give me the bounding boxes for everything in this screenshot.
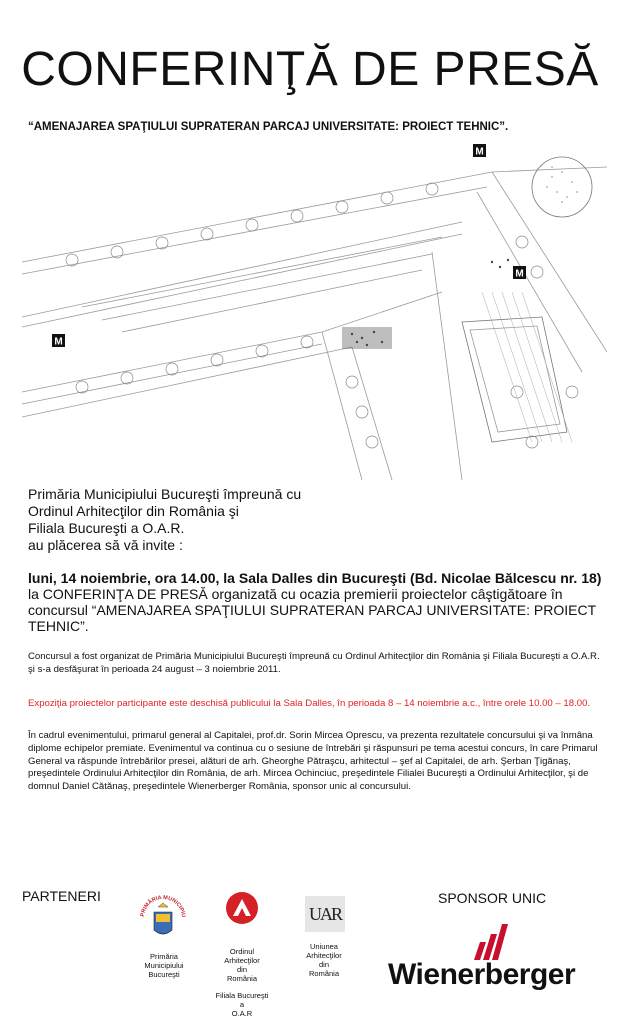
event-description: la CONFERINŢA DE PRESĂ organizată cu ocazia premierii proiectelor câştigătoare în concursul “AMENAJAREA SPAŢIULUI SUPRATERAN PARCAJ UNIVERSITATE: PROIECT TEHNIC”.	[28, 586, 596, 634]
uar-label: Uniunea Arhitecţilor din România	[306, 942, 342, 978]
primaria-crest-logo	[138, 892, 188, 948]
metro-label-1: M	[475, 146, 484, 158]
wienerberger-bars-icon	[470, 920, 510, 960]
metro-label-2: M	[515, 268, 524, 280]
oar-label: Ordinul Arhitecţilor din România	[224, 947, 260, 983]
site-plan-drawing	[22, 142, 607, 480]
intro-line: Filiala Bucureşti a O.A.R.	[28, 520, 185, 536]
oar-branch-label: Filiala Bucureşti a O.A.R	[215, 991, 269, 1018]
partners-heading: PARTENERI	[22, 888, 101, 904]
metro-label-3: M	[54, 336, 63, 348]
event-date-location: luni, 14 noiembrie, ora 14.00, la Sala Dalles din Bucureşti (Bd. Nicolae Bălcescu nr. 18)	[28, 570, 602, 586]
uar-mark: UAR	[308, 903, 341, 924]
event-program-paragraph: În cadrul evenimentului, primarul general al Capitalei, prof.dr. Sorin Mircea Oprescu, va prezenta rezultatele concursului şi va înmâna diplome echipelor premiate. Evenimentul va continua cu o sesiune de întrebări şi răspunsuri pe tema acestui concurs, în care Primarul General va răspunde întrebărilor presei, alături de arh. Gheorghe Pătraşcu, arhitectul – şef al Capitalei, de arh. Şerban Ţigănaş, preşedintele Ordinului Arhitecţilor din România, de arh. Mircea Ochinciuc, preşedintele Filialei Bucureşti a Ordinului Arhitecţilor, şi de domnul Daniel Cătănaş, preşedintele Wienerberger România, sponsor unic al concursului.	[28, 730, 598, 793]
sponsor-name: Wienerberger	[388, 958, 576, 991]
sponsor-heading: SPONSOR UNIC	[438, 890, 547, 906]
event-details	[28, 570, 608, 634]
invitation-intro	[28, 486, 448, 554]
oar-logo	[225, 890, 259, 926]
competition-paragraph: Concursul a fost organizat de Primăria Municipiului Bucureşti împreună cu Ordinul Arhitecţilor din România şi Filiala Bucureşti a O.A.R. şi s-a desfăşurat în perioada 24 august – 3 noiembrie 2011.	[28, 651, 600, 675]
intro-line: Ordinul Arhitecţilor din România şi	[28, 503, 239, 519]
primaria-label: Primăria Municipiului Bucureşti	[144, 952, 184, 979]
intro-line: Primăria Municipiului Bucureşti împreună cu	[28, 486, 302, 502]
crest-arc-text: PRIMĂRIA MUNICIPIU	[139, 894, 187, 918]
uar-logo	[305, 896, 345, 932]
intro-line: au plăcerea să vă invite :	[28, 537, 183, 553]
project-subtitle: “AMENAJAREA SPAŢIULUI SUPRATERAN PARCAJ UNIVERSITATE: PROIECT TEHNIC”.	[28, 121, 509, 133]
exhibition-notice: Expoziţia proiectelor participante este deschisă publicului la Sala Dalles, în perioada 8 – 14 noiembrie a.c., între orele 10.00 – 18.00.	[28, 698, 591, 709]
page-title: CONFERINŢĂ DE PRESĂ	[21, 43, 599, 96]
